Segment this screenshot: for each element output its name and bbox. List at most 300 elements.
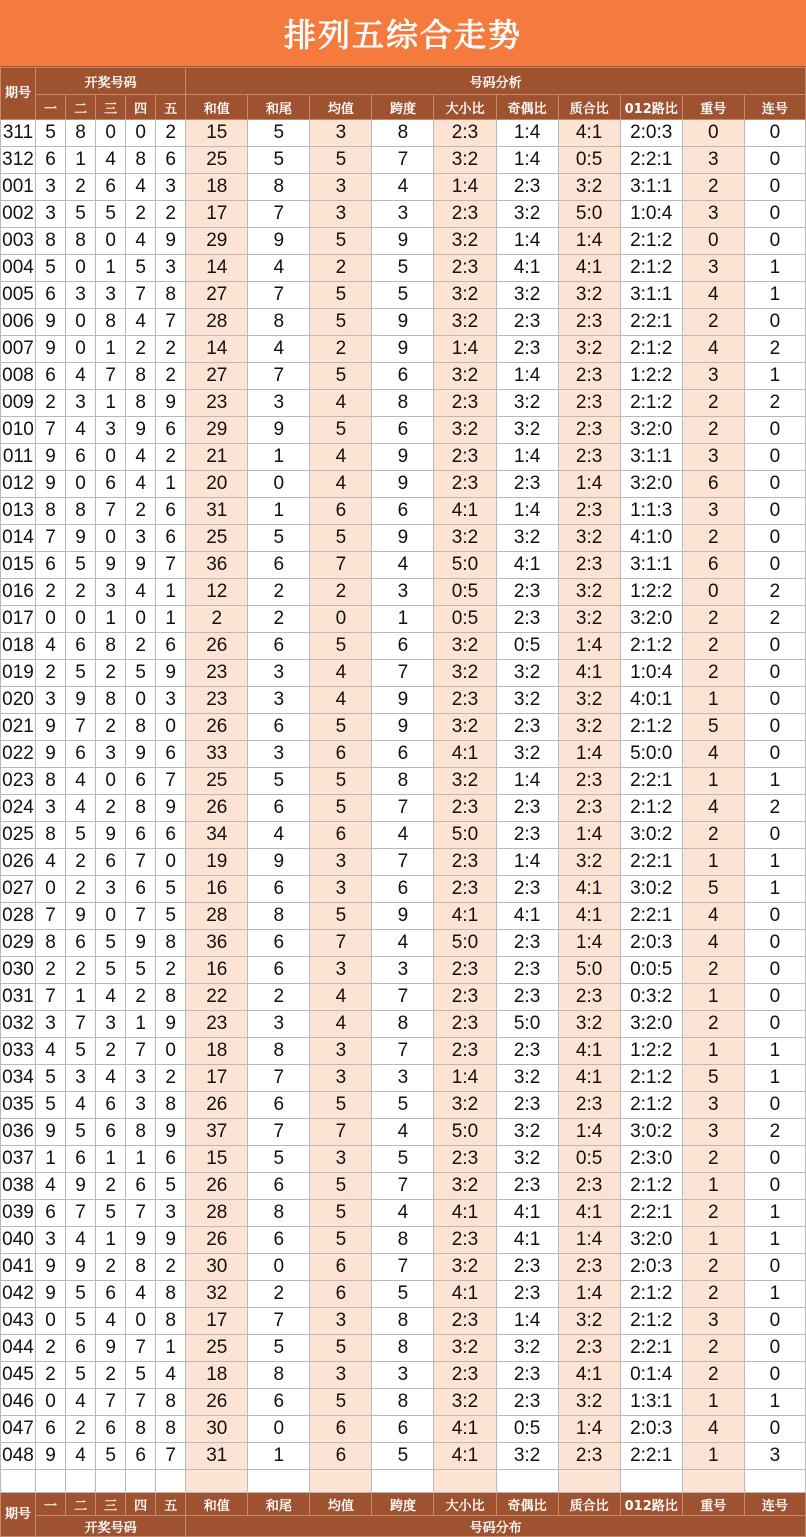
stat-cell: 31 — [186, 1443, 248, 1470]
stat-cell: 3 — [310, 1146, 372, 1173]
issue-number: 009 — [1, 390, 36, 417]
stat-cell: 2:2:1 — [620, 768, 682, 795]
ball-number: 4 — [66, 1227, 96, 1254]
stat-cell: 1:4 — [496, 363, 558, 390]
stat-cell: 5 — [310, 795, 372, 822]
stat-cell: 0 — [248, 1254, 310, 1281]
ball-number: 8 — [96, 309, 126, 336]
ball-number: 0 — [66, 255, 96, 282]
position-footer-1: 一 — [36, 1493, 66, 1516]
stat-cell: 3 — [248, 1011, 310, 1038]
stat-cell: 1 — [744, 1038, 805, 1065]
stat-cell: 4 — [372, 930, 434, 957]
stat-cell: 0 — [744, 1173, 805, 1200]
table-row — [1, 930, 806, 957]
stat-cell: 3:2 — [558, 849, 620, 876]
stat-cell: 8 — [248, 1362, 310, 1389]
ball-number: 0 — [96, 228, 126, 255]
stat-cell: 14 — [186, 255, 248, 282]
ball-number: 3 — [156, 255, 186, 282]
position-footer-5: 五 — [156, 1493, 186, 1516]
stat-cell: 3 — [682, 498, 744, 525]
stat-cell: 5 — [310, 714, 372, 741]
stat-cell: 0 — [744, 201, 805, 228]
ball-number: 8 — [126, 1119, 156, 1146]
stat-cell: 4 — [372, 822, 434, 849]
issue-number: 047 — [1, 1416, 36, 1443]
stat-cell: 1 — [248, 1443, 310, 1470]
ball-number: 6 — [36, 552, 66, 579]
position-footer-2: 二 — [66, 1493, 96, 1516]
issue-number: 014 — [1, 525, 36, 552]
ball-number: 8 — [126, 147, 156, 174]
stat-cell: 3:2 — [434, 1335, 496, 1362]
table-row — [1, 525, 806, 552]
ball-number: 0 — [126, 1308, 156, 1335]
stat-cell: 3:2 — [558, 282, 620, 309]
stat-cell: 2 — [744, 390, 805, 417]
stat-cell: 4:1 — [558, 1200, 620, 1227]
stat-cell: 4 — [310, 471, 372, 498]
stat-cell: 9 — [372, 336, 434, 363]
stat-cell: 7 — [372, 660, 434, 687]
stat-cell: 4:1 — [434, 903, 496, 930]
stat-cell: 2:2:1 — [620, 1443, 682, 1470]
stat-cell: 0 — [744, 822, 805, 849]
stat-cell: 2:3 — [496, 957, 558, 984]
stat-cell: 2 — [310, 336, 372, 363]
stat-cell: 0 — [744, 309, 805, 336]
ball-number: 6 — [126, 876, 156, 903]
table-row — [1, 1038, 806, 1065]
stat-cell: 8 — [372, 1227, 434, 1254]
ball-number: 1 — [126, 1146, 156, 1173]
stat-cell: 5 — [310, 282, 372, 309]
stat-cell: 4:1 — [558, 1038, 620, 1065]
stat-cell: 1:1:3 — [620, 498, 682, 525]
ball-number: 6 — [96, 1281, 126, 1308]
ball-number: 0 — [126, 120, 156, 147]
ball-number: 0 — [36, 1389, 66, 1416]
stat-cell: 8 — [372, 768, 434, 795]
ball-number: 6 — [36, 363, 66, 390]
issue-number: 032 — [1, 1011, 36, 1038]
stat-cell: 3 — [310, 876, 372, 903]
stat-cell: 1 — [744, 1200, 805, 1227]
ball-number: 4 — [96, 984, 126, 1011]
ball-number: 6 — [36, 147, 66, 174]
table-row — [1, 1173, 806, 1200]
ball-number: 6 — [156, 822, 186, 849]
stat-cell: 6 — [310, 1281, 372, 1308]
stat-cell: 1:4 — [496, 444, 558, 471]
ball-number: 9 — [36, 309, 66, 336]
issue-number: 042 — [1, 1281, 36, 1308]
stat-cell: 4:1 — [434, 1416, 496, 1443]
analysis-col-footer: 大小比 — [434, 1493, 496, 1516]
stat-cell: 0 — [744, 120, 805, 147]
stat-cell: 3:2:0 — [620, 471, 682, 498]
stat-cell: 4:1 — [434, 498, 496, 525]
ball-number: 5 — [126, 1362, 156, 1389]
ball-number: 3 — [96, 876, 126, 903]
stat-cell: 3:2 — [434, 363, 496, 390]
stat-cell: 0:3:2 — [620, 984, 682, 1011]
stat-cell: 2 — [682, 822, 744, 849]
stat-cell: 1 — [744, 768, 805, 795]
stat-cell: 26 — [186, 1389, 248, 1416]
stat-cell: 1 — [744, 363, 805, 390]
ball-number: 5 — [96, 930, 126, 957]
ball-number: 1 — [36, 1146, 66, 1173]
stat-cell: 5:0 — [496, 1011, 558, 1038]
stat-cell: 2:3 — [496, 1254, 558, 1281]
ball-number: 8 — [156, 1389, 186, 1416]
stat-cell: 0:0:5 — [620, 957, 682, 984]
ball-number: 6 — [126, 822, 156, 849]
ball-number: 9 — [36, 336, 66, 363]
ball-number: 9 — [126, 1227, 156, 1254]
ball-number: 2 — [156, 444, 186, 471]
stat-cell: 2:3 — [558, 1335, 620, 1362]
ball-number: 4 — [126, 174, 156, 201]
position-header-5: 五 — [156, 95, 186, 120]
table-row — [1, 471, 806, 498]
stat-cell: 2:3 — [558, 552, 620, 579]
stat-cell: 2:1:2 — [620, 1065, 682, 1092]
stat-cell: 2:3:0 — [620, 1146, 682, 1173]
stat-cell: 1:4 — [434, 1065, 496, 1092]
empty-cell — [36, 1470, 66, 1493]
ball-number: 8 — [126, 795, 156, 822]
table-row — [1, 849, 806, 876]
issue-number: 024 — [1, 795, 36, 822]
ball-number: 8 — [36, 822, 66, 849]
stat-cell: 3 — [682, 147, 744, 174]
ball-number: 5 — [66, 1362, 96, 1389]
stat-cell: 26 — [186, 795, 248, 822]
ball-number: 0 — [66, 471, 96, 498]
position-header-3: 三 — [96, 95, 126, 120]
stat-cell: 5 — [310, 1335, 372, 1362]
ball-number: 2 — [156, 201, 186, 228]
stat-cell: 3:2 — [558, 687, 620, 714]
ball-number: 4 — [96, 147, 126, 174]
stat-cell: 2:3 — [496, 930, 558, 957]
stat-cell: 3:2 — [434, 282, 496, 309]
stat-cell: 1 — [744, 255, 805, 282]
ball-number: 3 — [156, 687, 186, 714]
table-row — [1, 390, 806, 417]
issue-number: 006 — [1, 309, 36, 336]
table-row — [1, 1443, 806, 1470]
stat-cell: 1 — [248, 498, 310, 525]
stat-cell: 25 — [186, 147, 248, 174]
stat-cell: 3 — [372, 201, 434, 228]
ball-number: 2 — [36, 390, 66, 417]
stat-cell: 7 — [248, 201, 310, 228]
ball-number: 8 — [36, 228, 66, 255]
ball-number: 9 — [36, 1119, 66, 1146]
stat-cell: 6 — [310, 498, 372, 525]
stat-cell: 5:0 — [434, 930, 496, 957]
ball-number: 1 — [156, 1335, 186, 1362]
stat-cell: 15 — [186, 1146, 248, 1173]
stat-cell: 4 — [310, 1011, 372, 1038]
stat-cell: 0 — [744, 498, 805, 525]
stat-cell: 0 — [744, 228, 805, 255]
ball-number: 6 — [126, 1443, 156, 1470]
table-row — [1, 336, 806, 363]
table-row — [1, 795, 806, 822]
stat-cell: 1:4 — [496, 147, 558, 174]
stat-cell: 2:0:3 — [620, 120, 682, 147]
empty-cell — [186, 1470, 248, 1493]
stat-cell: 7 — [310, 1119, 372, 1146]
stat-cell: 4:1 — [496, 903, 558, 930]
ball-number: 2 — [126, 336, 156, 363]
stat-cell: 1:4 — [434, 336, 496, 363]
stat-cell: 4:1 — [558, 903, 620, 930]
table-row — [1, 606, 806, 633]
ball-number: 0 — [156, 714, 186, 741]
ball-number: 5 — [126, 660, 156, 687]
stat-cell: 3 — [682, 201, 744, 228]
stat-cell: 4:1 — [558, 1362, 620, 1389]
stat-cell: 3:2 — [558, 714, 620, 741]
stat-cell: 0 — [744, 444, 805, 471]
stat-cell: 0 — [744, 471, 805, 498]
stat-cell: 3 — [248, 741, 310, 768]
stat-cell: 36 — [186, 552, 248, 579]
stat-cell: 5 — [372, 282, 434, 309]
ball-number: 5 — [96, 957, 126, 984]
stat-cell: 0:5 — [496, 1416, 558, 1443]
stat-cell: 4:1:0 — [620, 525, 682, 552]
table-row — [1, 714, 806, 741]
stat-cell: 1:4 — [496, 768, 558, 795]
ball-number: 9 — [126, 741, 156, 768]
stat-cell: 3:0:2 — [620, 822, 682, 849]
analysis-col-footer: 跨度 — [372, 1493, 434, 1516]
stat-cell: 8 — [372, 1335, 434, 1362]
ball-number: 2 — [36, 1335, 66, 1362]
table-row — [1, 1362, 806, 1389]
stat-cell: 4:1 — [496, 552, 558, 579]
stat-cell: 6 — [248, 930, 310, 957]
stat-cell: 3:1:1 — [620, 552, 682, 579]
stat-cell: 3:2 — [558, 336, 620, 363]
stat-cell: 1:2:2 — [620, 363, 682, 390]
ball-number: 6 — [96, 471, 126, 498]
ball-number: 8 — [156, 1281, 186, 1308]
ball-number: 6 — [66, 633, 96, 660]
issue-number: 019 — [1, 660, 36, 687]
stat-cell: 5 — [682, 1065, 744, 1092]
ball-number: 7 — [36, 903, 66, 930]
stat-cell: 9 — [372, 444, 434, 471]
stat-cell: 8 — [248, 309, 310, 336]
stat-cell: 2 — [682, 390, 744, 417]
stat-cell: 5 — [372, 1092, 434, 1119]
stat-cell: 3:2 — [496, 390, 558, 417]
ball-number: 3 — [36, 795, 66, 822]
stat-cell: 2:3 — [434, 120, 496, 147]
ball-number: 4 — [66, 1389, 96, 1416]
stat-cell: 7 — [372, 984, 434, 1011]
ball-number: 0 — [156, 849, 186, 876]
stat-cell: 0 — [310, 606, 372, 633]
ball-number: 9 — [156, 1119, 186, 1146]
stat-cell: 4 — [682, 930, 744, 957]
stat-cell: 2:2:1 — [620, 849, 682, 876]
stat-cell: 6 — [248, 1092, 310, 1119]
stat-cell: 2 — [682, 957, 744, 984]
stat-cell: 0:5 — [558, 147, 620, 174]
stat-cell: 2:3 — [434, 849, 496, 876]
stat-cell: 6 — [248, 795, 310, 822]
stat-cell: 3 — [682, 444, 744, 471]
stat-cell: 3:2 — [434, 1173, 496, 1200]
stat-cell: 7 — [310, 552, 372, 579]
stat-cell: 3:2 — [558, 606, 620, 633]
stat-cell: 6 — [372, 498, 434, 525]
ball-number: 3 — [126, 1065, 156, 1092]
stat-cell: 1 — [744, 282, 805, 309]
ball-number: 8 — [66, 120, 96, 147]
stat-cell: 1:4 — [496, 120, 558, 147]
ball-number: 7 — [126, 849, 156, 876]
stat-cell: 2 — [186, 606, 248, 633]
stat-cell: 3:2:0 — [620, 606, 682, 633]
stat-cell: 0:5 — [434, 579, 496, 606]
stat-cell: 4:1 — [558, 660, 620, 687]
stat-cell: 3:2 — [434, 768, 496, 795]
ball-number: 9 — [66, 525, 96, 552]
stat-cell: 1 — [682, 849, 744, 876]
stat-cell: 25 — [186, 525, 248, 552]
ball-number: 5 — [36, 120, 66, 147]
table-row — [1, 579, 806, 606]
issue-number: 023 — [1, 768, 36, 795]
stat-cell: 4 — [682, 1416, 744, 1443]
ball-number: 0 — [96, 768, 126, 795]
stat-cell: 4:1 — [434, 741, 496, 768]
ball-number: 8 — [96, 687, 126, 714]
ball-number: 2 — [96, 714, 126, 741]
ball-number: 8 — [96, 633, 126, 660]
ball-number: 0 — [126, 687, 156, 714]
stat-cell: 4 — [310, 687, 372, 714]
stat-cell: 2 — [682, 633, 744, 660]
stat-cell: 4 — [682, 795, 744, 822]
ball-number: 6 — [96, 1092, 126, 1119]
trend-table — [0, 67, 806, 1537]
stat-cell: 6 — [682, 471, 744, 498]
ball-number: 9 — [126, 417, 156, 444]
ball-number: 9 — [66, 1173, 96, 1200]
stat-cell: 4 — [682, 282, 744, 309]
stat-cell: 2:3 — [434, 1146, 496, 1173]
ball-number: 4 — [96, 1308, 126, 1335]
stat-cell: 5 — [248, 768, 310, 795]
stat-cell: 3 — [372, 579, 434, 606]
stat-cell: 8 — [372, 120, 434, 147]
stat-cell: 0 — [744, 687, 805, 714]
ball-number: 7 — [66, 1200, 96, 1227]
issue-number: 028 — [1, 903, 36, 930]
stat-cell: 5 — [310, 363, 372, 390]
stat-cell: 1 — [682, 984, 744, 1011]
ball-number: 2 — [126, 498, 156, 525]
stat-cell: 4:1 — [434, 1281, 496, 1308]
ball-number: 6 — [156, 147, 186, 174]
ball-number: 4 — [156, 1362, 186, 1389]
stat-cell: 2:3 — [558, 363, 620, 390]
stat-cell: 7 — [248, 1119, 310, 1146]
stat-cell: 0 — [744, 714, 805, 741]
stat-cell: 2:2:1 — [620, 309, 682, 336]
ball-number: 6 — [36, 282, 66, 309]
stat-cell: 2:3 — [558, 768, 620, 795]
stat-cell: 3 — [310, 174, 372, 201]
stat-cell: 8 — [248, 174, 310, 201]
ball-number: 6 — [96, 1416, 126, 1443]
stat-cell: 5:0:0 — [620, 741, 682, 768]
stat-cell: 9 — [372, 687, 434, 714]
stat-cell: 5 — [310, 228, 372, 255]
stat-cell: 2:3 — [496, 309, 558, 336]
stat-cell: 3:2 — [496, 201, 558, 228]
stat-cell: 15 — [186, 120, 248, 147]
ball-number: 2 — [96, 1173, 126, 1200]
stat-cell: 2:3 — [496, 714, 558, 741]
table-row — [1, 768, 806, 795]
analysis-col-header: 大小比 — [434, 95, 496, 120]
stat-cell: 7 — [372, 795, 434, 822]
ball-number: 0 — [66, 309, 96, 336]
position-footer-3: 三 — [96, 1493, 126, 1516]
ball-number: 3 — [66, 282, 96, 309]
ball-number: 5 — [96, 1200, 126, 1227]
stat-cell: 26 — [186, 1092, 248, 1119]
stat-cell: 9 — [372, 903, 434, 930]
ball-number: 1 — [156, 606, 186, 633]
stat-cell: 2:3 — [496, 795, 558, 822]
stat-cell: 3 — [248, 390, 310, 417]
stat-cell: 1 — [682, 1173, 744, 1200]
stat-cell: 3 — [310, 201, 372, 228]
table-row — [1, 282, 806, 309]
issue-number: 048 — [1, 1443, 36, 1470]
stat-cell: 2 — [310, 579, 372, 606]
stat-cell: 2 — [682, 606, 744, 633]
stat-cell: 2 — [682, 1200, 744, 1227]
stat-cell: 2:3 — [558, 309, 620, 336]
stat-cell: 5:0 — [434, 1119, 496, 1146]
ball-number: 9 — [96, 1335, 126, 1362]
stat-cell: 4 — [682, 741, 744, 768]
ball-number: 2 — [96, 795, 126, 822]
stat-cell: 2 — [248, 579, 310, 606]
stat-cell: 6 — [310, 741, 372, 768]
ball-number: 8 — [36, 498, 66, 525]
ball-number: 3 — [96, 1011, 126, 1038]
empty-cell — [1, 1470, 36, 1493]
ball-number: 5 — [96, 1443, 126, 1470]
stat-cell: 8 — [248, 1200, 310, 1227]
ball-number: 4 — [126, 309, 156, 336]
